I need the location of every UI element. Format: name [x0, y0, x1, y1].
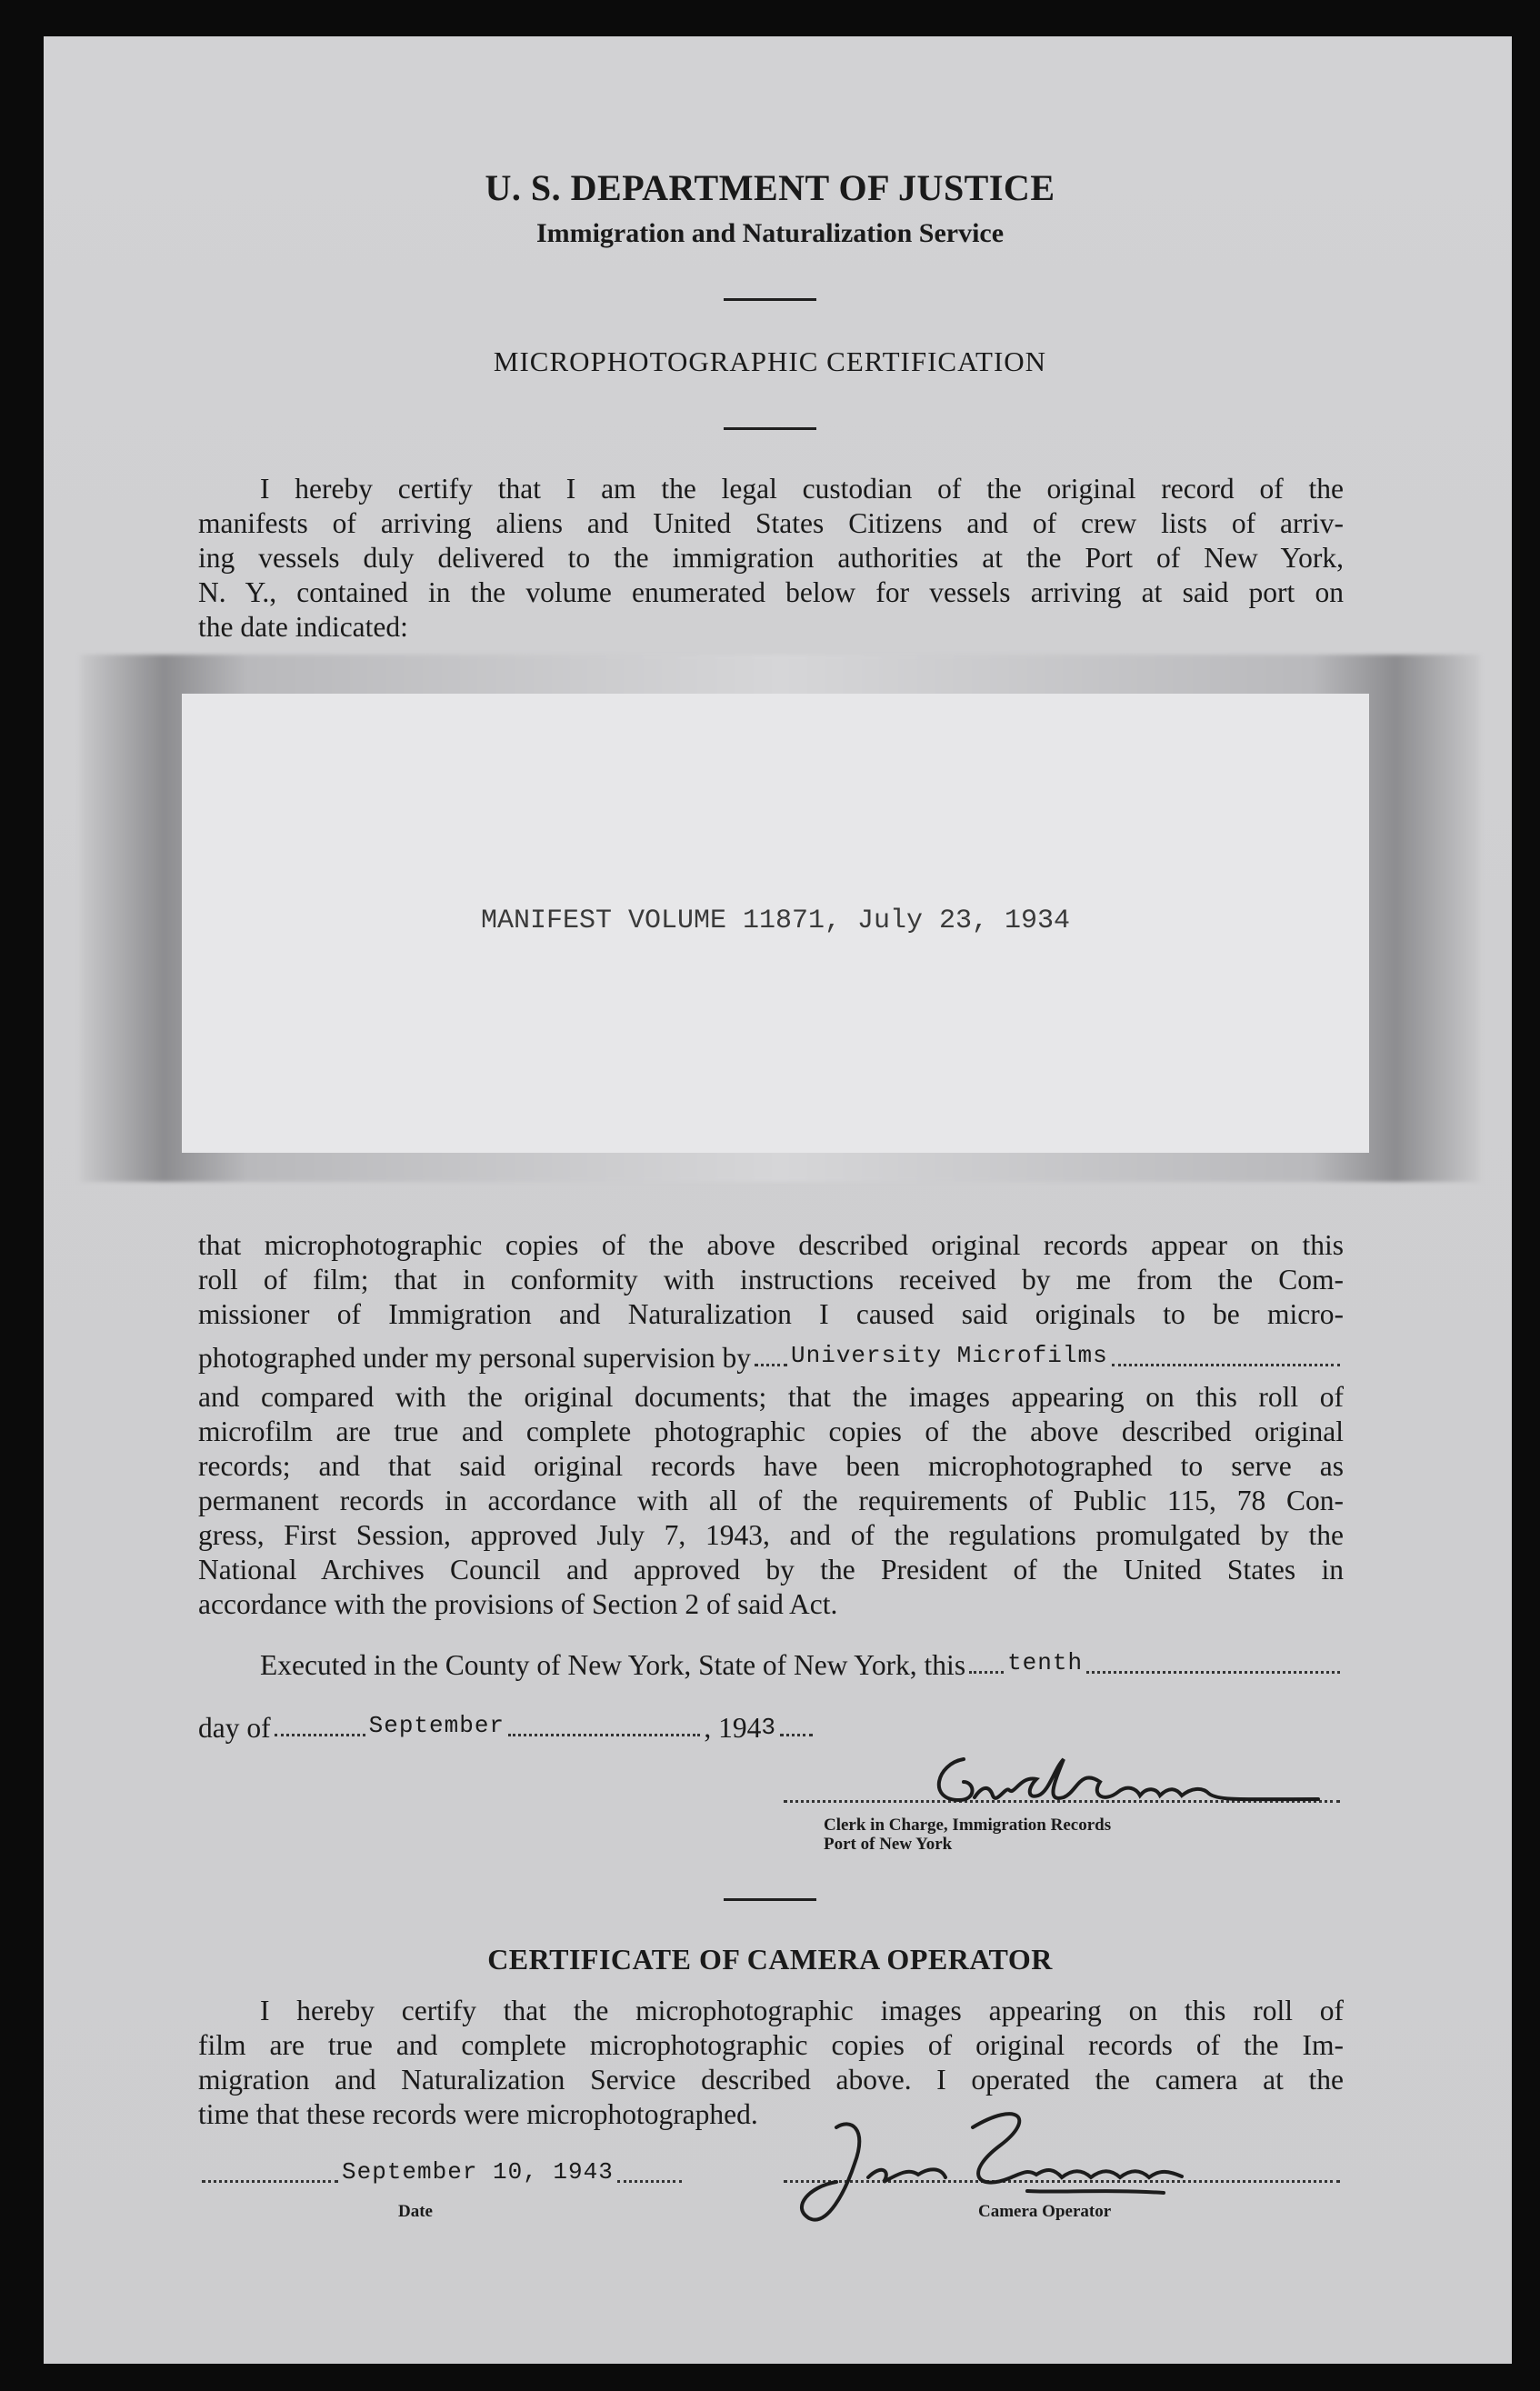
fill-dots	[1112, 1364, 1340, 1366]
paragraph-line: I hereby certify that the microphotographic images appearing on this roll of	[260, 1995, 1344, 2026]
divider-rule	[724, 298, 816, 301]
intro-paragraph	[198, 472, 1344, 645]
divider-rule	[724, 1898, 816, 1901]
year-digit: 3	[761, 1714, 776, 1741]
paragraph-line: time that these records were microphotographed.	[198, 2098, 758, 2130]
camera-operator-label: Camera Operator	[978, 2202, 1112, 2221]
body-paragraph-b	[198, 1380, 1344, 1622]
divider-rule	[724, 427, 816, 430]
paragraph-line: missioner of Immigration and Naturalization I caused said originals to be micro-	[198, 1298, 1344, 1330]
paragraph-line: records; and that said original records have been microphotographed to serve as	[198, 1450, 1344, 1482]
fill-dots	[508, 1734, 700, 1736]
fill-dots	[1086, 1671, 1340, 1674]
service-subtitle: Immigration and Naturalization Service	[535, 218, 1005, 248]
year-prefix: , 194	[704, 1712, 762, 1744]
operator-date-line	[198, 2158, 685, 2191]
paragraph-line: gress, First Session, approved July 7, 1943, and of the regulations promulgated by the	[198, 1519, 1344, 1551]
executed-month: September	[368, 1712, 505, 1739]
fill-dots	[969, 1671, 1004, 1674]
camera-certificate-title: CERTIFICATE OF CAMERA OPERATOR	[487, 1943, 1053, 1976]
supervisor-company: University Microfilms	[791, 1342, 1108, 1369]
fill-dots	[275, 1734, 365, 1736]
paragraph-line: ing vessels duly delivered to the immigration authorities at the Port of New York,	[198, 542, 1344, 574]
operator-date-value: September 10, 1943	[342, 2158, 614, 2186]
paragraph-line: I hereby certify that I am the legal custodian of the original record of the	[260, 473, 1344, 505]
fill-dots	[202, 2180, 338, 2183]
paragraph-line: the date indicated:	[198, 611, 408, 643]
paragraph-line: and compared with the original documents; that the images appearing on this roll of	[198, 1381, 1344, 1413]
date-label: Date	[398, 2202, 433, 2221]
paragraph-line: N. Y., contained in the volume enumerated below for vessels arriving at said port on	[198, 576, 1344, 608]
date-of-line	[198, 1712, 816, 1745]
body-paragraph-a	[198, 1228, 1344, 1332]
executed-prefix: Executed in the County of New York, State of New York, this	[260, 1649, 966, 1681]
paragraph-line: microfilm are true and complete photographic copies of the above described original	[198, 1416, 1344, 1447]
clerk-signature	[918, 1732, 1336, 1814]
paragraph-line: migration and Naturalization Service described above. I operated the camera at the	[198, 2064, 1344, 2096]
clerk-port: Port of New York	[824, 1835, 953, 1854]
clerk-title: Clerk in Charge, Immigration Records	[824, 1816, 1112, 1835]
volume-card	[182, 694, 1369, 1153]
paragraph-line: roll of film; that in conformity with instructions received by me from the Com-	[198, 1264, 1344, 1296]
supervision-line	[198, 1342, 1344, 1375]
executed-day: tenth	[1007, 1649, 1084, 1676]
paragraph-line: film are true and complete microphotographic copies of original records of the Im-	[198, 2029, 1344, 2061]
paragraph-line: manifests of arriving aliens and United States Citizens and of crew lists of arriv-	[198, 507, 1344, 539]
paragraph-line: permanent records in accordance with all of the requirements of Public 115, 78 Con-	[198, 1485, 1344, 1516]
agency-title: U. S. DEPARTMENT OF JUSTICE	[485, 167, 1055, 208]
paragraph-line: that microphotographic copies of the above described original records appear on this	[198, 1229, 1344, 1261]
supervision-prefix: photographed under my personal supervision by	[198, 1342, 752, 1374]
fill-dots	[755, 1364, 787, 1366]
paragraph-line: accordance with the provisions of Section 2 of said Act.	[198, 1588, 838, 1620]
volume-card-text: MANIFEST VOLUME 11871, July 23, 1934	[480, 905, 1071, 936]
certification-title: MICROPHOTOGRAPHIC CERTIFICATION	[493, 345, 1047, 377]
fill-dots	[780, 1734, 813, 1736]
fill-dots	[617, 2180, 682, 2183]
day-of-prefix: day of	[198, 1712, 271, 1744]
executed-line	[260, 1649, 1344, 1682]
paragraph-line: National Archives Council and approved by the President of the United States in	[198, 1554, 1344, 1586]
